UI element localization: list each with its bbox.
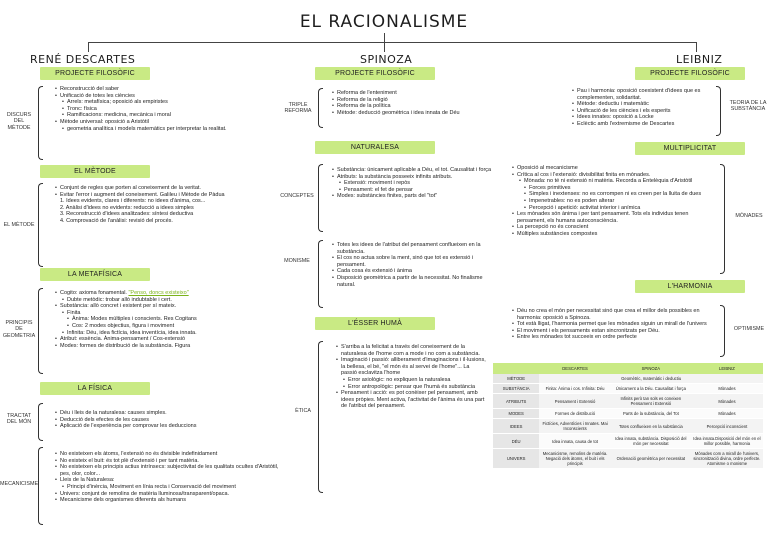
- list-item: • Impenetrables: no es poden alterar: [512, 198, 718, 205]
- descartes-mecanicisme-side: MECANICISME: [0, 481, 39, 487]
- summary-table: [493, 363, 763, 469]
- column-header-descartes: RENÉ DESCARTES: [30, 53, 136, 66]
- spinoza-naturalesa-label: NATURALESA: [315, 141, 435, 154]
- spinoza-projecte-list: [332, 90, 507, 116]
- list-item: • Error axiològic: no expliquen la naturalesa: [336, 377, 486, 384]
- list-item: • Totes les idees de l'atribut del pensament conflueixen en la substància.: [332, 242, 502, 255]
- table-row: [493, 419, 763, 434]
- list-item: • Error antropològic: pensar que l'humà és substància: [336, 384, 486, 391]
- table-cell: Mònades: [691, 409, 763, 419]
- list-item: • Substància: allò concret i existent per sí mateix.: [55, 303, 270, 310]
- connector-leibniz: [696, 42, 697, 52]
- list-item: • Forces primitives: [512, 185, 718, 192]
- descartes-metafisica-brace: [38, 288, 43, 374]
- table-row-header: SUBSTÀNCIA: [493, 384, 539, 394]
- table-row: [493, 374, 763, 384]
- descartes-fisica-label: LA FÍSICA: [40, 382, 150, 395]
- spinoza-projecte-side: TRIPLE REFORMA: [284, 102, 312, 115]
- list-item: • Tot està lligat, l'harmonia permet que les mònades siguin un mirall de l'univers: [512, 321, 718, 328]
- cogito-text: Cogito: axioma fonamental.: [60, 290, 129, 296]
- table-cell: Mònades: [691, 394, 763, 409]
- table-cell: Infinits però tan sols es coneixen Pensament i Extensió: [611, 394, 691, 409]
- table-cell: Mònades com a mirall de l'univers, sincronització divina, ordre perfecte. Atomisme o monisme: [691, 449, 763, 469]
- list-item: • Simples i inextenses: no es corrompen ni es creen per la lluita de dues: [512, 191, 718, 198]
- list-item: • Dubte metòdic: trobar allò indubtable i cert.: [55, 297, 270, 304]
- list-item: • Oposició al mecanicisme: [512, 165, 718, 172]
- spinoza-monisme-side: MONISME: [284, 258, 310, 264]
- list-item: • Idees innates: oposició a Locke: [572, 114, 715, 121]
- list-item: • Unificació de totes les ciències: [55, 93, 255, 100]
- list-item: • Cos: 2 modes objectius, figura i moviment: [55, 323, 270, 330]
- table-row: [493, 434, 763, 449]
- leibniz-projecte-label: PROJECTE FILOSÒFIC: [635, 67, 745, 80]
- table-cell: Ordenació geomètrica per necessitat: [611, 449, 691, 469]
- list-item: • Entre les mònades tot succeeix en ordre perfecte: [512, 334, 718, 341]
- list-item: • Reforma de la política: [332, 103, 507, 110]
- list-item: • Infinita: Déu, idea fictícia, idea inventícia, idea innata.: [55, 330, 270, 337]
- list-item: • Extensió: moviment i repòs: [332, 180, 502, 187]
- table-cell: Idea innata.Disposició del món en el millor possible, harmonia: [691, 434, 763, 449]
- leibniz-projecte-brace: [716, 86, 721, 136]
- table-cell: Mecanicisme, remolins de matèria. Negació dels àtoms, el buit i els principis: [539, 449, 610, 469]
- table-cell: Idea innata, causa de tot: [539, 434, 610, 449]
- table-header-cell: DESCARTES: [539, 363, 610, 374]
- table-row: [493, 394, 763, 409]
- spinoza-conceptes-list: [332, 167, 502, 200]
- list-item: • Cada cosa és extensió i ànima: [332, 268, 502, 275]
- spinoza-esser-label: L'ÉSSER HUMÀ: [315, 317, 435, 330]
- list-item: • Finita: [55, 310, 270, 317]
- list-item: • Mònada: no té ni extensió ni matèria. Recorda a Entelèquia d'Aristòtil: [512, 178, 718, 185]
- list-item: • Pensament: el fet de pensar: [332, 187, 502, 194]
- table-cell: Mònades: [691, 384, 763, 394]
- list-item: • Les mònades són ànima i per tant pensament. Tots els individus tenen pensament, els humans autoconsciència.: [512, 211, 718, 224]
- list-item: 1. Idees evidents, clares i diferents: no idees d'ànima, cos...: [60, 198, 206, 205]
- table-header-cell: SPINOZA: [611, 363, 691, 374]
- list-item: • Mecanicisme dels organismes diferents als humans: [55, 497, 280, 504]
- table-cell: Únicament a la Déu. Causalitat i força: [611, 384, 691, 394]
- top-connector: [88, 42, 696, 43]
- spinoza-esser-list: [336, 344, 486, 410]
- table-row-header: DÉU: [493, 434, 539, 449]
- list-item: • El cos no actua sobre la ment, sinó que tot es extensió i pensament.: [332, 255, 502, 268]
- table-row-header: MÈTODE: [493, 374, 539, 384]
- table-row: [493, 409, 763, 419]
- list-item: • Deducció dels efectes de les causes: [55, 417, 270, 424]
- list-item: • No existeixen els principis actius intrínsecs: subjectivitat de les qualitats ocultes d'Aristòtil, pes, olor, color...: [55, 464, 280, 477]
- spinoza-projecte-brace: [318, 88, 323, 128]
- descartes-metafisica-list: [55, 290, 270, 349]
- list-item: • Substància: únicament aplicable a Déu, el tot. Causalitat i força: [332, 167, 502, 174]
- leibniz-harmonia-list: [512, 308, 718, 341]
- table-row-header: ATRIBUTS: [493, 394, 539, 409]
- descartes-projecte-brace: [38, 86, 43, 160]
- list-item: • Pensament i acció: es pot conèixer pel pensament, amb idees pròpies. Ment activa, l'activitat de l'ànima és una part de l'atribut del pensament.: [336, 390, 486, 410]
- table-cell: Percepció inconscient: [691, 419, 763, 434]
- list-item: • Disposició geomètrica a partir de la necessitat. No finalisme natural.: [332, 275, 502, 288]
- descartes-mecanicisme-list: [55, 451, 280, 504]
- leibniz-multiplicitat-side: MÒNADES: [735, 213, 763, 219]
- list-item: 3. Reconstrucció d'idees analitzades: síntesi deductiva: [60, 211, 194, 218]
- table-cell: Geomètric, matemàtic i deductiu: [539, 374, 763, 384]
- table-cell: Formes de distribució: [539, 409, 610, 419]
- table-header-cell: [493, 363, 539, 374]
- list-item: 2. Anàlisi d'idees no evidents: reducció a idees simples: [60, 204, 194, 211]
- list-item: • Eclèctic amb l'extremisme de Descartes: [572, 121, 715, 128]
- leibniz-multiplicitat-label: MULTIPLICITAT: [635, 142, 745, 155]
- list-item: • Aplicació de l'experiència per comprovar les deduccions: [55, 423, 270, 430]
- table-row-header: UNIVERS: [493, 449, 539, 469]
- list-item: 4. Comprovació de l'anàlisi: revisió del procés.: [60, 217, 173, 224]
- page-title: EL RACIONALISME: [299, 12, 469, 32]
- list-item: • Reforma de la religió: [332, 97, 507, 104]
- leibniz-multiplicitat-list: [512, 165, 718, 238]
- descartes-metafisica-label: LA METAFÍSICA: [40, 268, 150, 281]
- descartes-projecte-list: [55, 86, 255, 132]
- table-row-header: MODES: [493, 409, 539, 419]
- list-item: • geometria analítica i models matemàtics per interpretar la realitat.: [55, 126, 255, 133]
- descartes-metode-brace: [38, 183, 43, 267]
- table-cell: Finita: Ànima i cos. Infinita: Déu: [539, 384, 610, 394]
- spinoza-monisme-brace: [318, 240, 323, 308]
- leibniz-harmonia-label: L'HARMONIA: [635, 280, 745, 293]
- leibniz-multiplicitat-brace: [720, 164, 725, 274]
- descartes-fisica-list: [55, 410, 270, 430]
- table-cell: Pensament i Extensió: [539, 394, 610, 409]
- leibniz-harmonia-brace: [720, 305, 725, 357]
- table-cell: Parts de la substància, del Tot: [611, 409, 691, 419]
- descartes-metode-side: EL MÈTODE: [3, 222, 35, 228]
- list-item: • Atributs: la substància posseeix infinits atributs.: [332, 174, 502, 181]
- list-item: • La percepció no és conscient: [512, 224, 718, 231]
- list-item: • Percepció i apetició: activitat interior i anímica: [512, 205, 718, 212]
- list-item: • No existeixen els àtoms, l'extensió no és divisible indefinidament: [55, 451, 280, 458]
- list-item: • Déu i lleis de la naturalesa: causes simples.: [55, 410, 270, 417]
- list-item: • Reconstrucció del saber: [55, 86, 255, 93]
- list-item: • Arrels: metafísica; oposició als empiristes: [55, 99, 255, 106]
- list-item: • El moviment i els pensaments estan sincronitzats per Déu.: [512, 328, 718, 335]
- list-item: • Univers: conjunt de remolins de matèria lluminosa/transparent/opaca.: [55, 491, 280, 498]
- cogito-highlight: "Penso, doncs existeixo": [128, 290, 189, 296]
- list-item: • Reforma de l'enteniment: [332, 90, 507, 97]
- table-cell: Totes conflueixen en la substància: [611, 419, 691, 434]
- list-item: • Conjunt de regles que porten al coneixement de la veritat.: [55, 185, 265, 192]
- list-item: • Crítica al cos i l'extensió: divisibilitat finita en mònades.: [512, 172, 718, 179]
- descartes-mecanicisme-brace: [38, 447, 43, 525]
- table-cell: Fictícies, Adventícies i Innates. Mai Inconscients: [539, 419, 610, 434]
- descartes-fisica-side: TRACTAT DEL MÓN: [6, 413, 32, 426]
- column-header-spinoza: SPINOZA: [360, 53, 413, 66]
- table-row-header: IDEES: [493, 419, 539, 434]
- list-item: • Ànima: Modes múltiples i conscients. Res Cogitans: [55, 316, 270, 323]
- list-item: • Tronc: física: [55, 106, 255, 113]
- descartes-fisica-brace: [38, 403, 43, 441]
- descartes-metafisica-side: PRINCIPIS DE GEOMETRIA: [2, 320, 36, 339]
- descartes-projecte-label: PROJECTE FILOSÒFIC: [40, 67, 150, 80]
- list-item: • Evitar l'error i augment del coneixement. Galileu i Mètode de Pàdua: [55, 192, 265, 199]
- list-item: • Mètode: deductiu i matemàtic: [572, 101, 715, 108]
- spinoza-projecte-label: PROJECTE FILOSÒFIC: [315, 67, 435, 80]
- list-item: • Modes: substàncies finites, parts del "tot": [332, 193, 502, 200]
- list-item: • S'arriba a la felicitat a través del coneixement de la naturalesa de l'home com a mode i no com a substància.: [336, 344, 486, 357]
- descartes-projecte-side: DISCURS DEL MÈTODE: [6, 112, 32, 131]
- connector-descartes: [88, 42, 89, 52]
- column-header-leibniz: LEIBNIZ: [676, 53, 723, 66]
- table-header-row: [493, 363, 763, 374]
- list-item: • Déu no crea el món per necessitat sinó que crea el millor dels possibles en harmonia: oposició a Spinoza.: [512, 308, 718, 321]
- table-row: [493, 449, 763, 469]
- spinoza-esser-side: ÈTICA: [295, 408, 311, 414]
- spinoza-conceptes-brace: [318, 164, 323, 232]
- list-item: • Modes: formes de distribució de la substància. Figura: [55, 343, 270, 350]
- list-item: • Pau i harmonia: oposició coexistent d'idees que es complementen, solidaritat.: [572, 88, 715, 101]
- spinoza-monisme-list: [332, 242, 502, 288]
- connector-spinoza: [384, 33, 385, 52]
- descartes-metode-list: [55, 185, 265, 225]
- leibniz-projecte-list: [572, 88, 715, 128]
- table-row: [493, 384, 763, 394]
- list-item: • Unificació de les ciències i els esperits: [572, 108, 715, 115]
- list-item: • Ramificacions: medicina, mecànica i moral: [55, 112, 255, 119]
- descartes-metode-label: EL MÈTODE: [40, 165, 150, 178]
- list-item: • Múltiples substàncies compostes: [512, 231, 718, 238]
- table-cell: Idea innata, substància. Disposició del món per necessitat: [611, 434, 691, 449]
- table-header-cell: LEIBNIZ: [691, 363, 763, 374]
- spinoza-conceptes-side: CONCEPTES: [280, 193, 314, 199]
- list-item: • Lleis de la Naturalesa:: [55, 477, 280, 484]
- list-item: • Imaginació i passió: alliberament d'imaginacions i il·lusions, la bellesa, el bé, "el món és al servei de l'home"... La passió esclavitza l'home: [336, 357, 486, 377]
- list-item: • Mètode: deducció geomètrica i idea innata de Déu: [332, 110, 507, 117]
- leibniz-harmonia-side: OPTIMISME: [733, 326, 765, 332]
- spinoza-esser-brace: [318, 341, 323, 493]
- list-item: [55, 290, 270, 297]
- list-item: • Mètode universal: oposició a Aristòtil: [55, 119, 255, 126]
- list-item: • Principi d'inèrcia, Moviment en línia recta i Conservació del moviment: [55, 484, 280, 491]
- leibniz-projecte-side: TEORIA DE LA SUBSTÀNCIA: [729, 100, 767, 113]
- list-item: • Atribut: essència. Ànima-pensament / Cos-extensió: [55, 336, 270, 343]
- list-item: • No existeix el buit: és tot plè d'extensió i per tant matèria.: [55, 458, 280, 465]
